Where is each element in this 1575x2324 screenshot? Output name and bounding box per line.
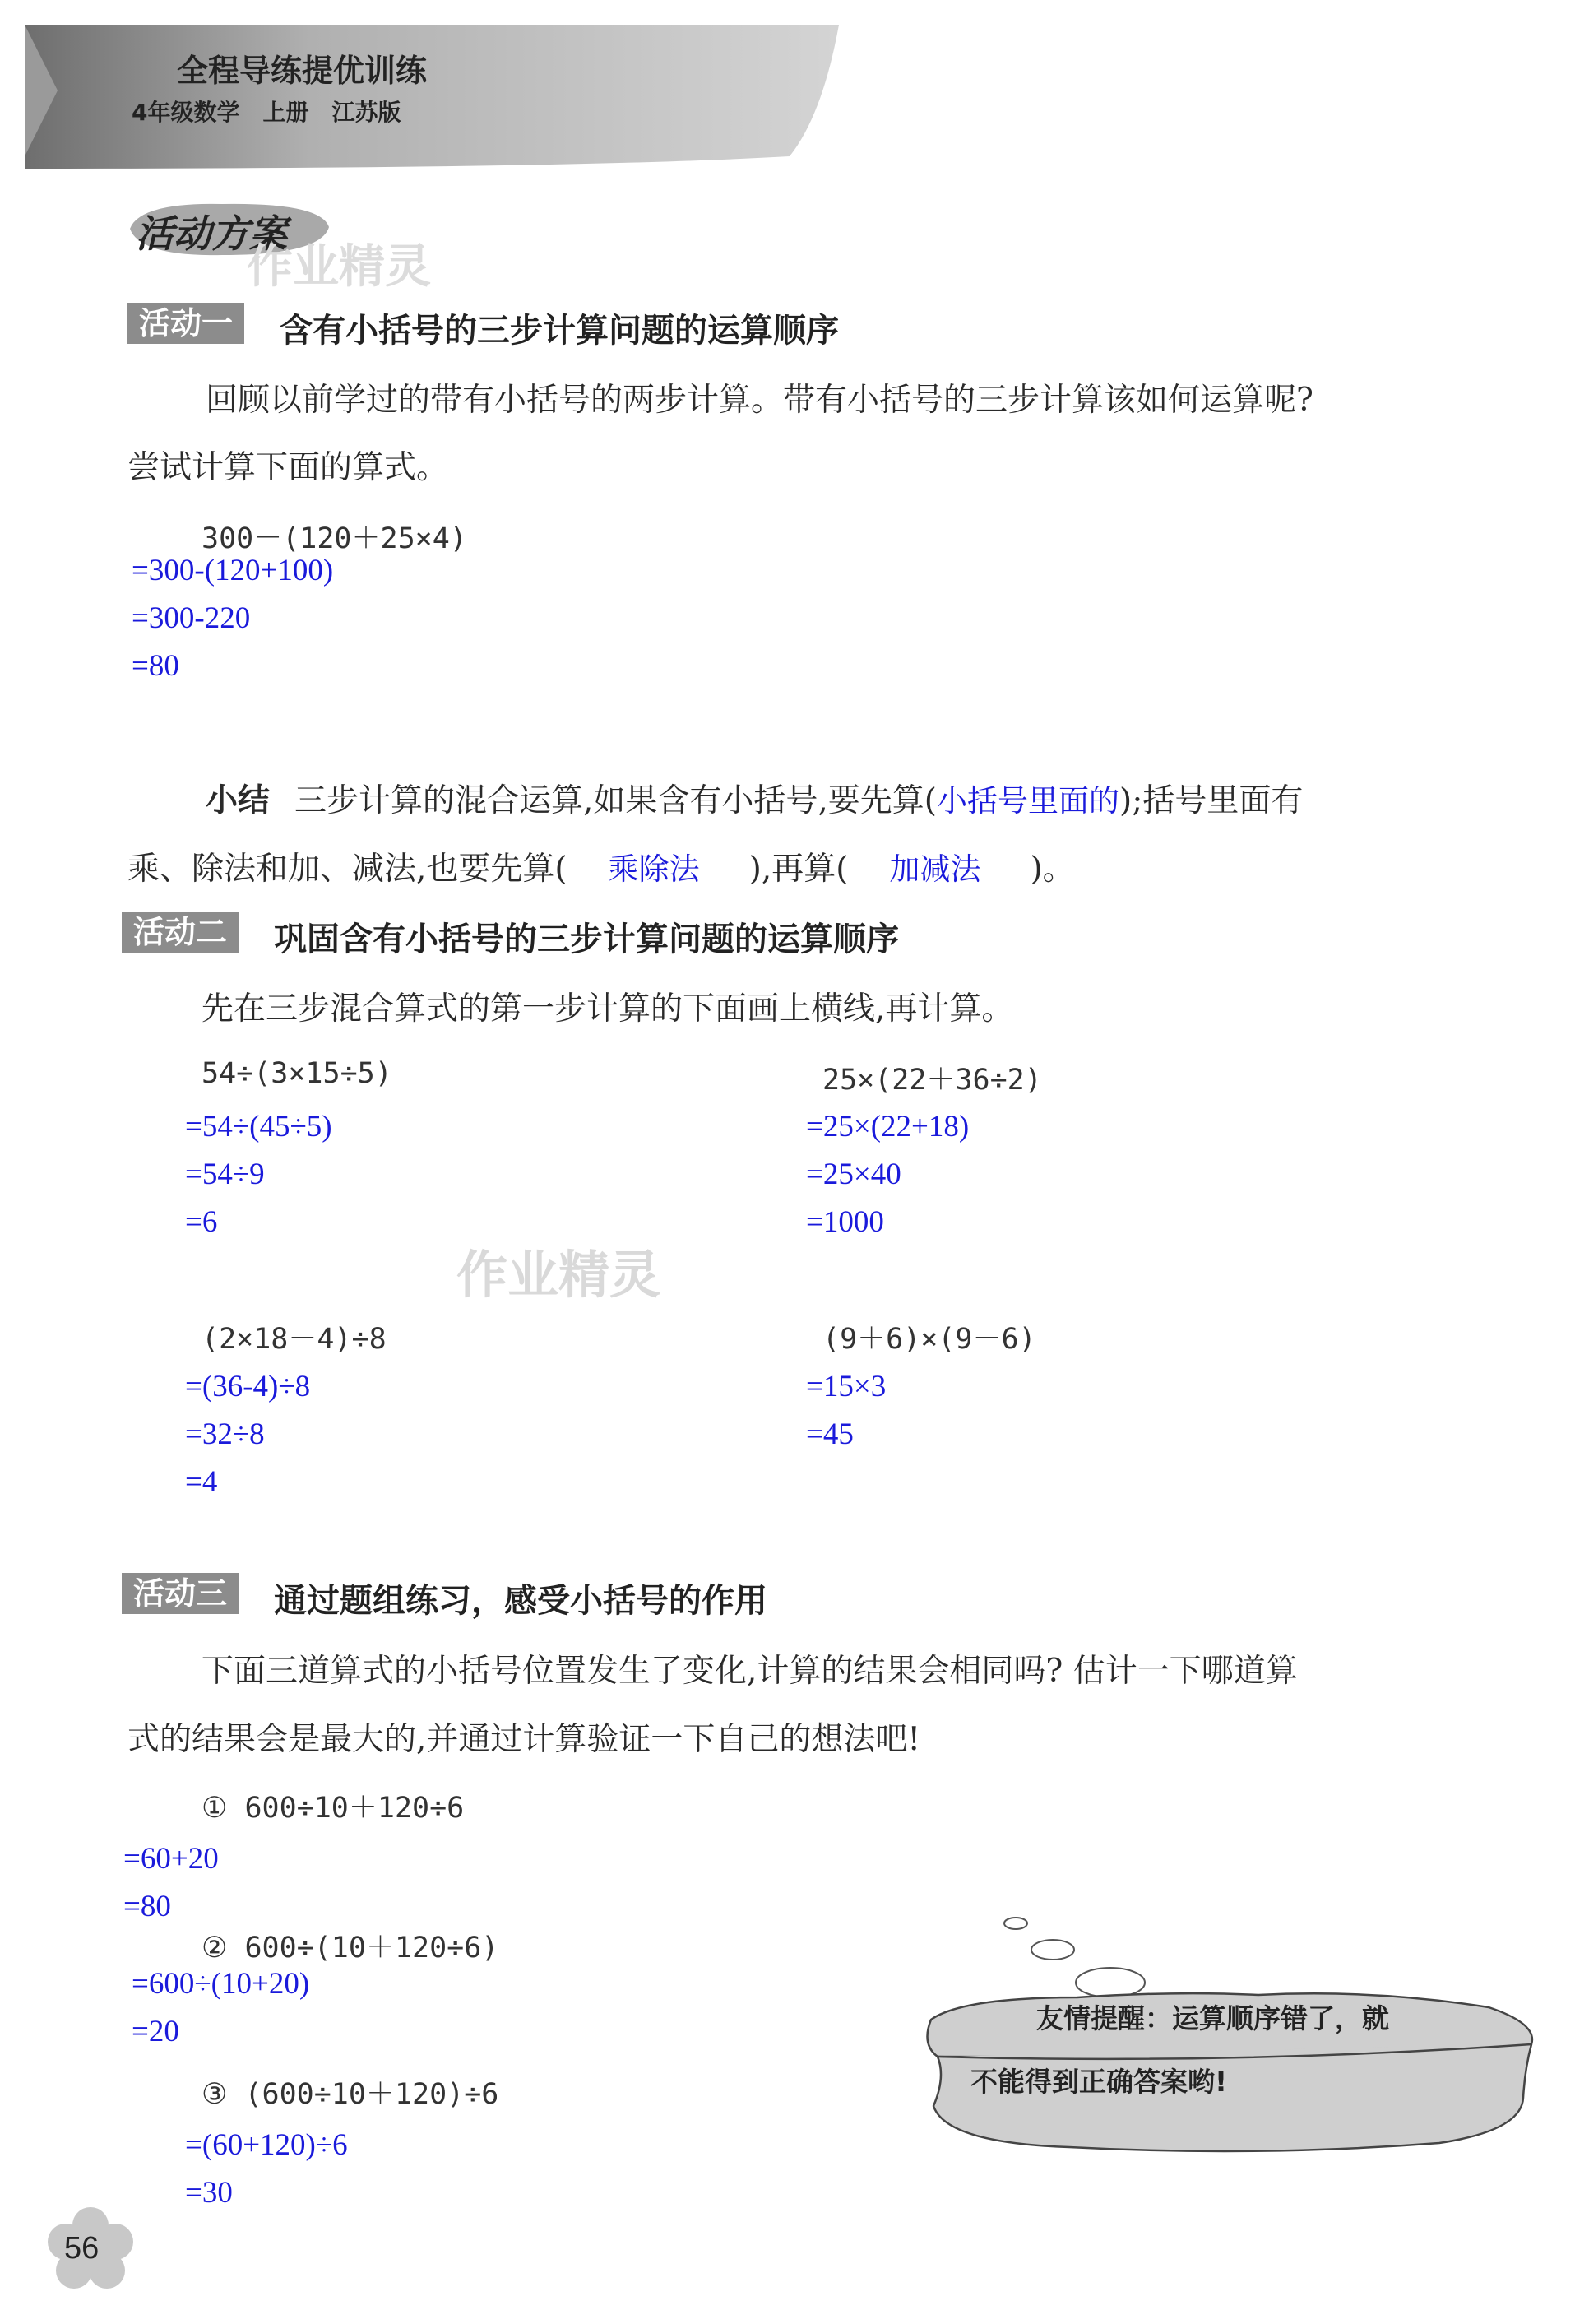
page-number: 56	[64, 2231, 100, 2266]
activity2-step: =25×40	[806, 1157, 901, 1191]
activity1-step: =300-(120+100)	[132, 554, 334, 587]
activity2-expression: 25×(22＋36÷2)	[822, 1064, 1042, 1097]
activity3-step: =30	[185, 2176, 233, 2210]
activity3-expression: ① 600÷10＋120÷6	[202, 1792, 465, 1825]
activity2-expression: (2×18－4)÷8	[202, 1323, 387, 1356]
summary-text-b: );括号里面有	[1119, 782, 1304, 819]
summary-label: 小结	[206, 782, 271, 819]
summary-line1	[206, 775, 1303, 821]
tip-line2: 不能得到正确答案哟!	[970, 2066, 1228, 2098]
activity2-step: =15×3	[806, 1370, 887, 1403]
activity2-expression: (9＋6)×(9－6)	[822, 1323, 1036, 1356]
section-title: 活动方案	[136, 211, 287, 256]
activity1-expression: 300－(120＋25×4)	[202, 522, 467, 555]
activity1-title: 含有小括号的三步计算问题的运算顺序	[280, 312, 839, 350]
book-title: 全程导练提优训练	[177, 53, 428, 89]
summary-text-d: ),再算(	[748, 851, 849, 888]
activity3-step: =(60+120)÷6	[185, 2128, 348, 2162]
activity3-step: =80	[123, 1890, 171, 1923]
summary-text-c: 乘、除法和加、减法,也要先算(	[127, 851, 567, 888]
activity2-step: =54÷9	[185, 1157, 265, 1191]
activity2-step: =45	[806, 1417, 854, 1451]
activity2-instruction: 先在三步混合算式的第一步计算的下面画上横线,再计算。	[202, 990, 1014, 1027]
activity2-tag: 活动二	[122, 912, 239, 953]
summary-answer1: 小括号里面的	[937, 785, 1120, 819]
activity1-step: =80	[132, 649, 179, 683]
summary-answer2: 乘除法	[608, 853, 700, 887]
activity1-intro-line1: 回顾以前学过的带有小括号的两步计算。带有小括号的三步计算该如何运算呢?	[206, 382, 1313, 419]
activity2-step: =1000	[806, 1205, 884, 1239]
summary-text-e: )。	[1030, 851, 1075, 888]
activity3-title: 通过题组练习，感受小括号的作用	[274, 1582, 767, 1620]
summary-text-a: 三步计算的混合运算,如果含有小括号,要先算(	[294, 782, 938, 819]
activity3-step: =60+20	[123, 1842, 219, 1876]
activity2-step: =(36-4)÷8	[185, 1370, 311, 1403]
activity2-step: =25×(22+18)	[806, 1110, 970, 1143]
activity3-expression: ③ (600÷10＋120)÷6	[202, 2078, 499, 2111]
activity3-line2: 式的结果会是最大的,并通过计算验证一下自己的想法吧!	[127, 1721, 921, 1758]
watermark-top: 作业精灵	[247, 240, 431, 294]
activity3-line1: 下面三道算式的小括号位置发生了变化,计算的结果会相同吗? 估计一下哪道算	[202, 1653, 1298, 1690]
summary-line2	[127, 843, 1075, 889]
activity2-step: =4	[185, 1465, 218, 1499]
watermark-middle: 作业精灵	[456, 1245, 661, 1305]
activity2-step: =6	[185, 1205, 218, 1239]
activity1-intro-line2: 尝试计算下面的算式。	[127, 449, 449, 486]
activity1-step: =300-220	[132, 601, 251, 635]
book-subtitle: 4年级数学 上册 江苏版	[132, 99, 401, 126]
activity2-step: =54÷(45÷5)	[185, 1110, 332, 1143]
activity3-step: =20	[132, 2015, 179, 2048]
tip-line1: 友情提醒：运算顺序错了，就	[1036, 2002, 1389, 2034]
activity2-step: =32÷8	[185, 1417, 265, 1451]
activity3-expression: ② 600÷(10＋120÷6)	[202, 1932, 499, 1964]
activity2-title: 巩固含有小括号的三步计算问题的运算顺序	[274, 921, 899, 958]
activity2-expression: 54÷(3×15÷5)	[202, 1057, 392, 1090]
activity3-step: =600÷(10+20)	[132, 1967, 310, 2001]
summary-answer3: 加减法	[889, 853, 981, 887]
activity1-tag: 活动一	[127, 303, 244, 344]
activity3-tag: 活动三	[122, 1573, 239, 1614]
